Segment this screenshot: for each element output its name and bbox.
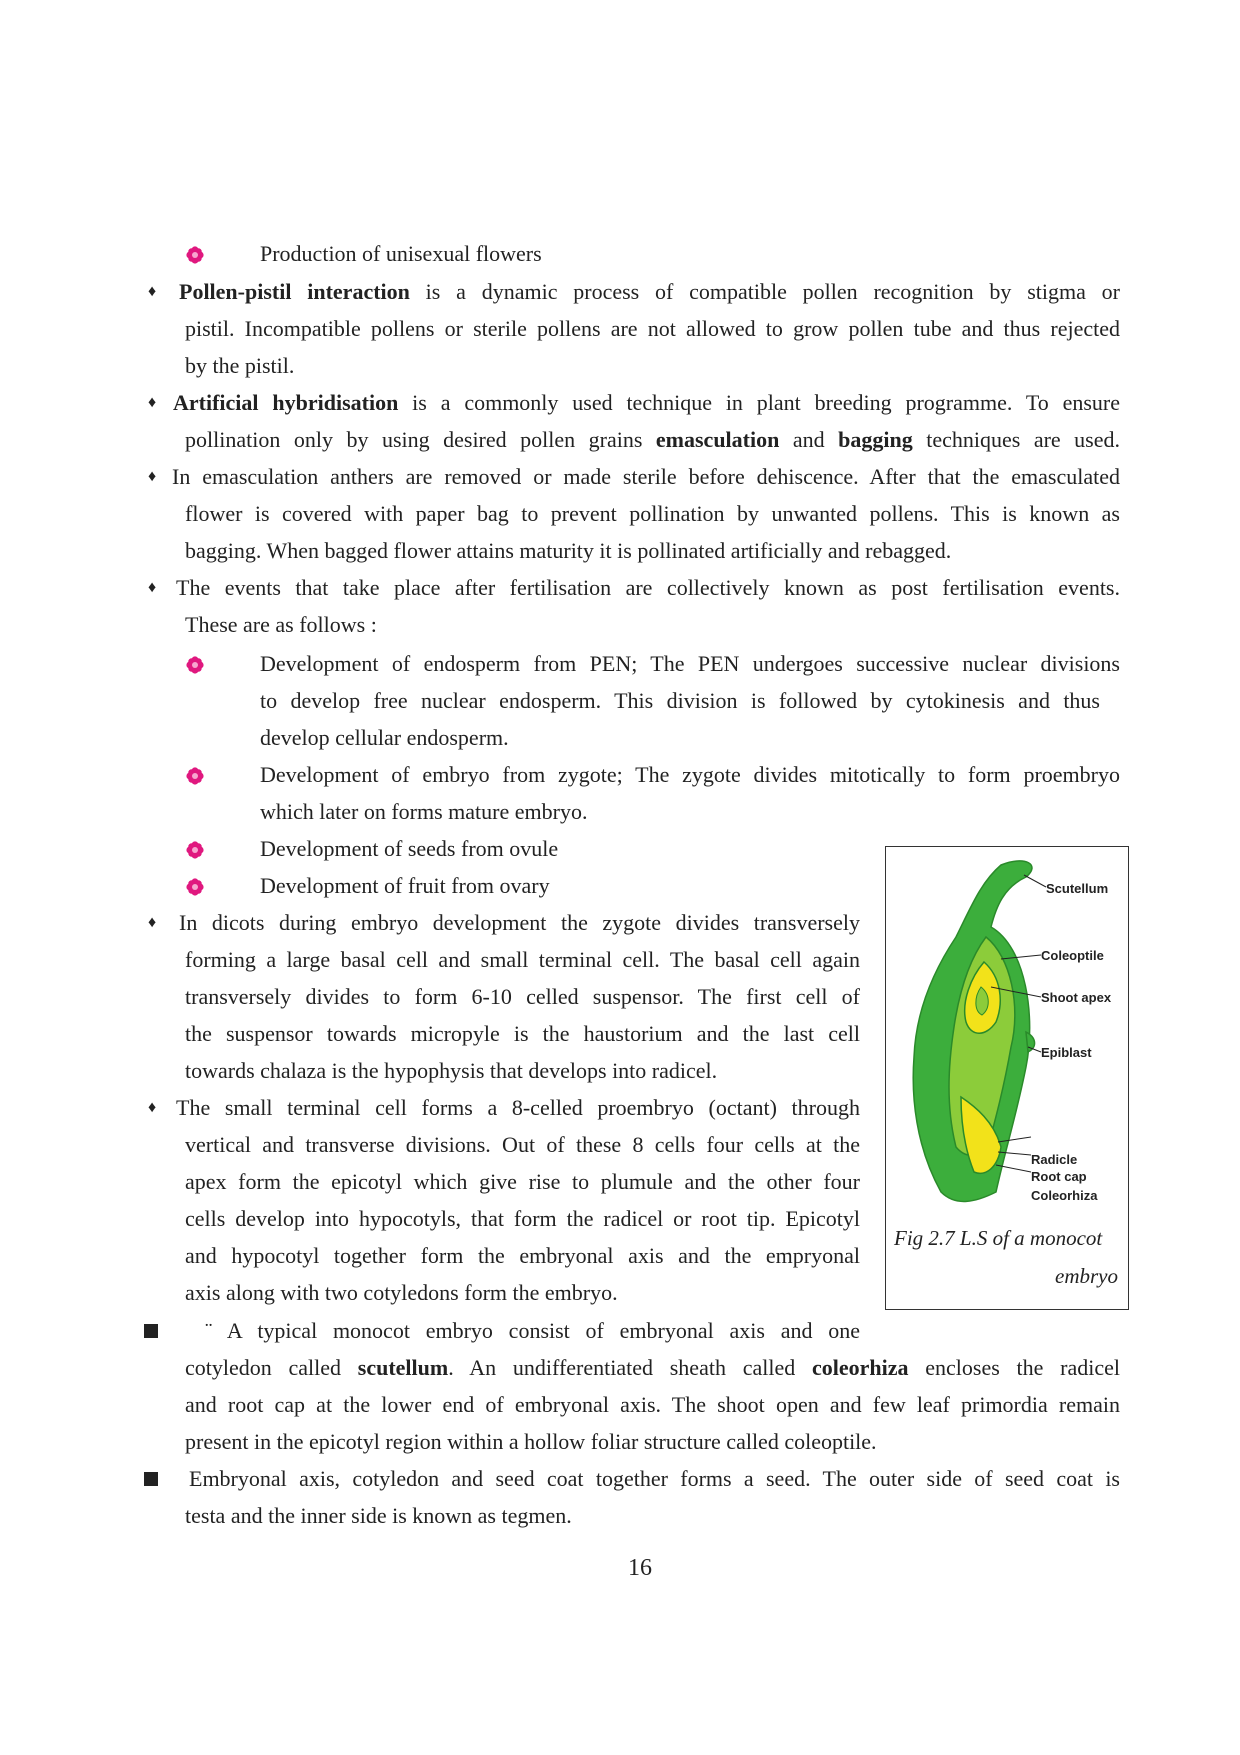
paragraph-line: pistil. Incompatible pollens or sterile pollens are not allowed to grow pollen tube and thus rejected [185,316,1120,341]
square-bullet-icon [144,1324,158,1338]
figure-box [885,846,1129,1310]
flower-bullet-icon [186,767,204,785]
bold-term: emasculation [655,427,780,452]
bold-term: Artificial hybridisation [173,390,399,415]
sub-bullet-line: Development of endosperm from PEN; The PEN undergoes successive nuclear divisions [260,651,1120,676]
paragraph-line: by the pistil. [185,353,295,378]
paragraph-line: The events that take place after fertilisation are collectively known as post fertilisation events. [176,575,1120,600]
bold-term: coleorhiza [811,1355,909,1380]
diamond-bullet-icon: ♦ [148,914,157,931]
paragraph-line: the suspensor towards micropyle is the haustorium and the last cell [185,1021,860,1046]
paragraph-line: towards chalaza is the hypophysis that develops into radicel. [185,1058,718,1083]
label-coleorhiza: Coleorhiza [1031,1188,1098,1203]
diamond-bullet-icon: ♦ [148,394,157,411]
paragraph-line: transversely divides to form 6-10 celled suspensor. The first cell of [185,984,860,1009]
monocot-embryo-diagram [886,847,1127,1227]
sub-bullet-line: Development of seeds from ovule [260,836,559,861]
paragraph-line: cells develop into hypocotyls, that form the radicel or root tip. Epicotyl [185,1206,860,1231]
flower-bullet-icon [186,656,204,674]
diamond-bullet-icon: ♦ [148,1099,157,1116]
bold-term: Pollen-pistil interaction [179,279,410,304]
paragraph-line: pollination only by using desired pollen grains emasculation and bagging techniques are used. [185,427,1121,452]
paragraph-line: flower is covered with paper bag to prevent pollination by unwanted pollens. This is known as [185,501,1120,526]
sub-bullet-line: which later on forms mature embryo. [260,799,588,824]
diamond-bullet-icon: ♦ [148,283,157,300]
label-shoot-apex: Shoot apex [1041,990,1112,1005]
label-coleoptile: Coleoptile [1041,948,1104,963]
sub-bullet-line: Development of embryo from zygote; The zygote divides mitotically to form proembryo [260,762,1120,787]
bold-term: bagging [838,427,913,452]
paragraph-line: apex form the epicotyl which give rise to plumule and the other four [185,1169,860,1194]
paragraph-line: testa and the inner side is known as tegmen. [185,1503,572,1528]
flower-bullet-icon [186,841,204,859]
sub-bullet-line: to develop free nuclear endosperm. This division is followed by cytokinesis and thus [260,688,1100,713]
paragraph-line: These are as follows : [185,612,377,637]
page-number: 16 [628,1555,652,1581]
flower-bullet-icon [186,246,204,264]
sub-bullet-line: develop cellular endosperm. [260,725,509,750]
paragraph-line: Embryonal axis, cotyledon and seed coat together forms a seed. The outer side of seed coat is [189,1466,1120,1491]
paragraph-line: vertical and transverse divisions. Out of these 8 cells four cells at the [185,1132,860,1157]
figure-caption: Fig 2.7 L.S of a monocot [894,1226,1103,1250]
label-epiblast: Epiblast [1041,1045,1092,1060]
paragraph-line: In emasculation anthers are removed or made sterile before dehiscence. After that the emasculated [172,464,1120,489]
paragraph-line: and hypocotyl together form the embryonal axis and the empryonal [185,1243,860,1268]
paragraph-line: In dicots during embryo development the zygote divides transversely [179,910,860,935]
label-root-cap: Root cap [1031,1169,1087,1184]
label-radicle: Radicle [1031,1152,1078,1167]
paragraph-line: bagging. When bagged flower attains maturity it is pollinated artificially and rebagged. [185,538,952,563]
paragraph-line: and root cap at the lower end of embryonal axis. The shoot open and few leaf primordia remain [185,1392,1120,1417]
paragraph-line: present in the epicotyl region within a hollow foliar structure called coleoptile. [185,1429,877,1454]
paragraph-line: axis along with two cotyledons form the embryo. [185,1280,618,1305]
paragraph-line: forming a large basal cell and small terminal cell. The basal cell again [185,947,860,972]
paragraph-line: The small terminal cell forms a 8-celled proembryo (octant) through [176,1095,860,1120]
bullet-text: Production of unisexual flowers [260,241,542,266]
diamond-bullet-icon: ♦ [148,579,157,596]
square-bullet-icon [144,1472,158,1486]
paragraph-line: Artificial hybridisation is a commonly used technique in plant breeding programme. To ensure [173,390,1120,415]
diamond-bullet-icon: ♦ [148,468,157,485]
label-scutellum: Scutellum [1046,881,1109,896]
sub-bullet-line: Development of fruit from ovary [260,873,550,898]
paragraph-line: Pollen-pistil interaction is a dynamic process of compatible pollen recognition by stigma or [179,279,1120,304]
paragraph-line: cotyledon called scutellum. An undifferentiated sheath called coleorhiza encloses the radicel [185,1355,1120,1380]
flower-bullet-icon [186,878,204,896]
paragraph-line: ¨ A typical monocot embryo consist of embryonal axis and one [205,1318,860,1343]
bold-term: scutellum [357,1355,449,1380]
figure-caption: embryo [1055,1264,1118,1288]
